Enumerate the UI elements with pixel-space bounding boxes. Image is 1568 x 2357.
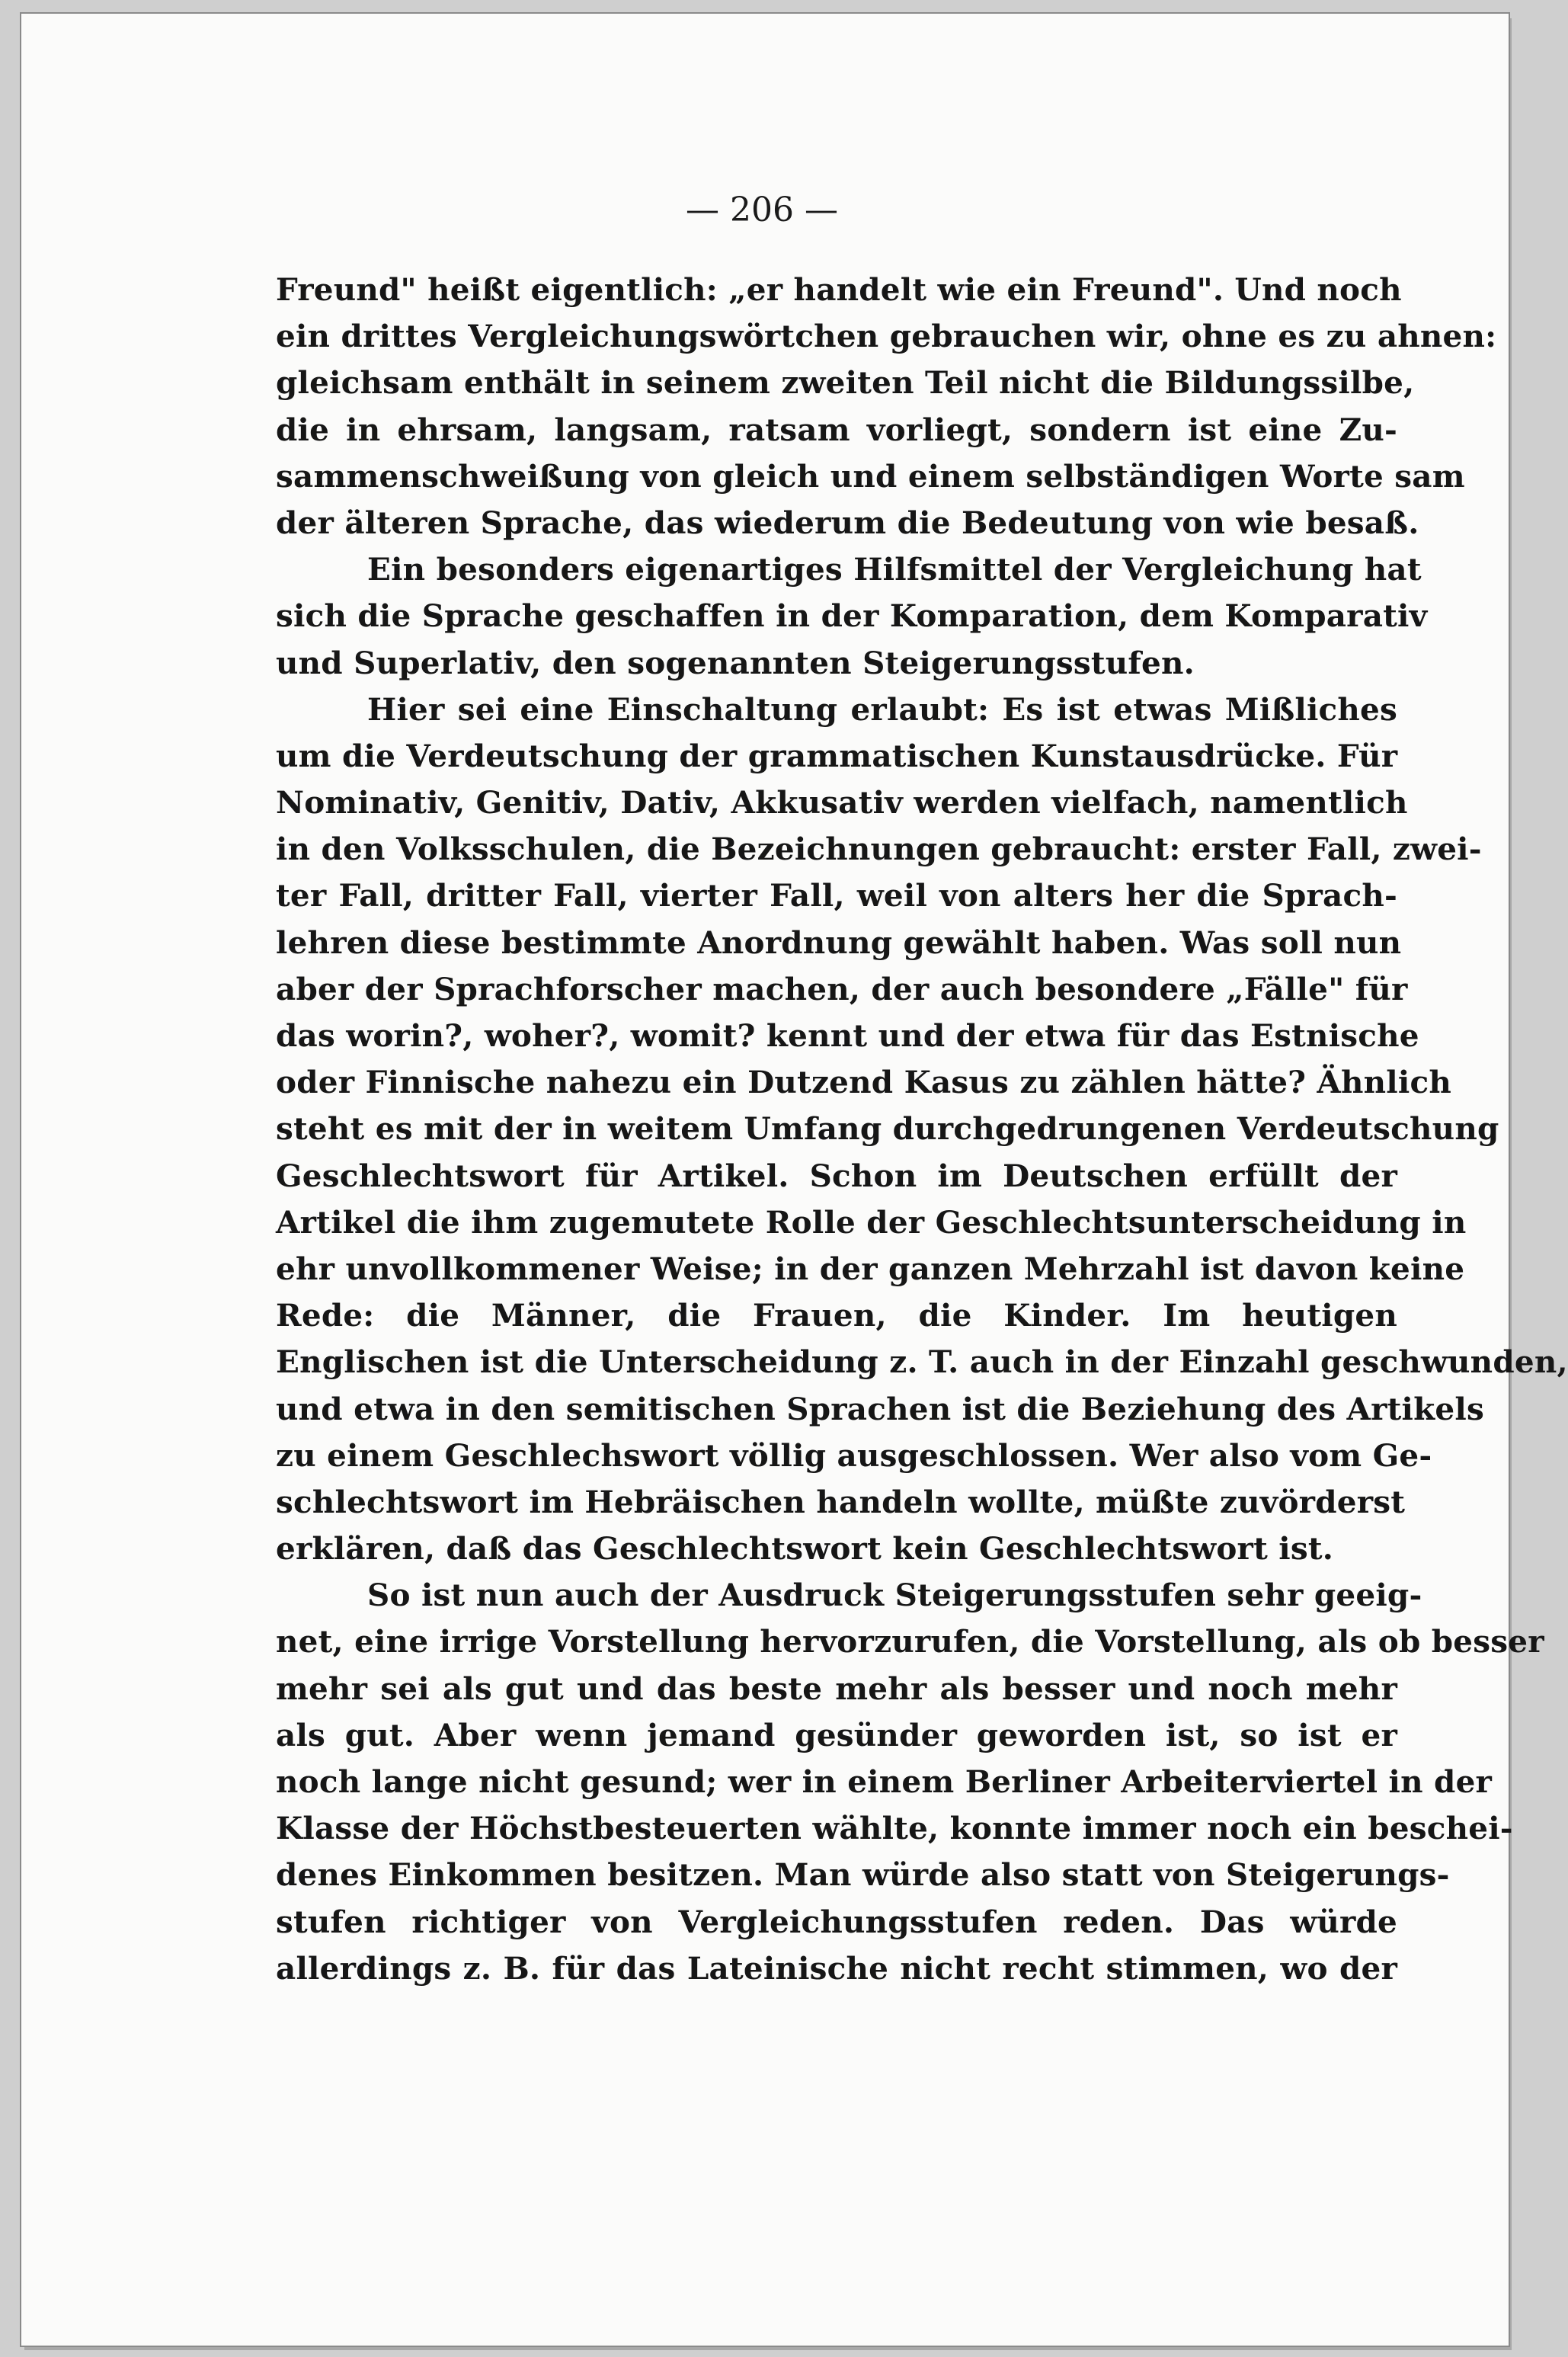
text-line: das worin?, woher?, womit? kennt und der etwa für das Estnische — [276, 1017, 1419, 1054]
text-line: die in ehrsam, langsam, ratsam vorliegt, sondern ist eine Zu- — [276, 411, 1397, 448]
text-line: sammenschweißung von gleich und einem selbständigen Worte sam — [276, 457, 1465, 495]
text-line: erklären, daß das Geschlechtswort kein Geschlechtswort ist. — [276, 1530, 1334, 1568]
text-line: sich die Sprache geschaffen in der Komparation, dem Komparativ — [276, 597, 1428, 635]
text-line: Rede: die Männer, die Frauen, die Kinder. Im heutigen — [276, 1297, 1397, 1334]
text-line: um die Verdeutschung der grammatischen Kunstausdrücke. Für — [276, 737, 1398, 774]
text-line: zu einem Geschlechswort völlig ausgeschlossen. Wer also vom Ge- — [276, 1436, 1432, 1474]
text-line: als gut. Aber wenn jemand gesünder geworden ist, so ist er — [276, 1716, 1397, 1753]
text-line: der älteren Sprache, das wiederum die Bedeutung von wie besaß. — [276, 504, 1419, 541]
text-line: mehr sei als gut und das beste mehr als besser und noch mehr — [276, 1670, 1397, 1707]
text-line: oder Finnische nahezu ein Dutzend Kasus zu zählen hätte? Ähnlich — [276, 1064, 1451, 1101]
text-line: gleichsam enthält in seinem zweiten Teil nicht die Bildungssilbe, — [276, 364, 1415, 402]
text-line: schlechtswort im Hebräischen handeln wollte, müßte zuvörderst — [276, 1483, 1406, 1520]
text-line: ehr unvollkommener Weise; in der ganzen Mehrzahl ist davon keine — [276, 1250, 1465, 1287]
text-line: allerdings z. B. für das Lateinische nicht recht stimmen, wo der — [276, 1949, 1397, 1987]
page-number: — 206 — — [686, 191, 838, 229]
text-line: Nominativ, Genitiv, Dativ, Akkusativ werden vielfach, namentlich — [276, 784, 1408, 821]
text-line: stufen richtiger von Vergleichungsstufen reden. Das würde — [276, 1903, 1397, 1940]
text-line: Englischen ist die Unterscheidung z. T. auch in der Einzahl geschwunden, — [276, 1343, 1568, 1381]
text-line: lehren diese bestimmte Anordnung gewählt haben. Was soll nun — [276, 924, 1402, 961]
text-line: ein drittes Vergleichungswörtchen gebrauchen wir, ohne es zu ahnen: — [276, 318, 1497, 355]
text-line: noch lange nicht gesund; wer in einem Berliner Arbeiterviertel in der — [276, 1763, 1493, 1800]
body-text — [276, 267, 1568, 1992]
text-line: in den Volksschulen, die Bezeichnungen gebraucht: erster Fall, zwei- — [276, 831, 1482, 868]
text-line: Ein besonders eigenartiges Hilfsmittel der Vergleichung hat — [367, 551, 1422, 588]
text-line: steht es mit der in weitem Umfang durchgedrungenen Verdeutschung — [276, 1110, 1499, 1148]
text-line: denes Einkommen besitzen. Man würde also statt von Steigerungs- — [276, 1856, 1450, 1894]
text-line: net, eine irrige Vorstellung hervorzurufen, die Vorstellung, als ob besser — [276, 1623, 1544, 1660]
text-line: Geschlechtswort für Artikel. Schon im Deutschen erfüllt der — [276, 1157, 1397, 1194]
text-line: ter Fall, dritter Fall, vierter Fall, weil von alters her die Sprach- — [276, 877, 1397, 914]
text-line: und etwa in den semitischen Sprachen ist die Beziehung des Artikels — [276, 1390, 1484, 1427]
text-line: So ist nun auch der Ausdruck Steigerungsstufen sehr geeig- — [367, 1577, 1422, 1614]
text-line: Klasse der Höchstbesteuerten wählte, konnte immer noch ein beschei- — [276, 1810, 1513, 1847]
text-line: Freund" heißt eigentlich: „er handelt wie ein Freund". Und noch — [276, 271, 1402, 308]
text-line: Hier sei eine Einschaltung erlaubt: Es ist etwas Mißliches — [367, 690, 1397, 728]
text-line: und Superlativ, den sogenannten Steigerungsstufen. — [276, 644, 1195, 681]
text-line: aber der Sprachforscher machen, der auch besondere „Fälle" für — [276, 970, 1408, 1007]
text-line: Artikel die ihm zugemutete Rolle der Geschlechtsunterscheidung in — [276, 1203, 1467, 1241]
